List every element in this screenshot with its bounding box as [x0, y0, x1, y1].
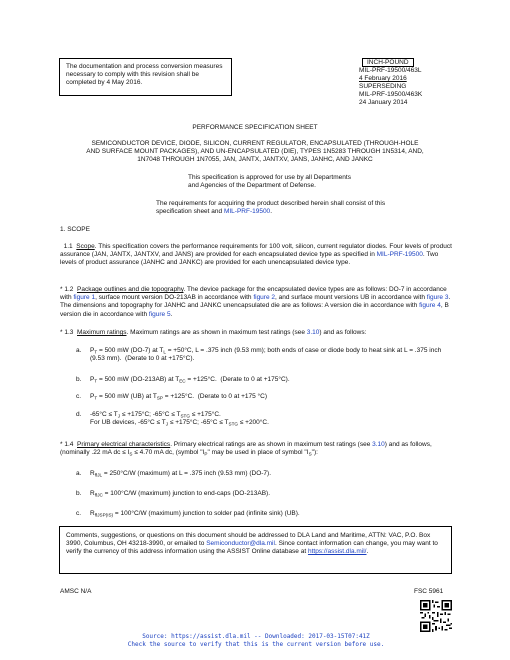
figure-1-link[interactable]: figure 1	[73, 294, 96, 302]
figure-5-link[interactable]: figure 5	[148, 310, 171, 318]
scope-heading: 1. SCOPE	[60, 226, 90, 233]
document-date: 4 February 2016	[359, 75, 407, 82]
comments-box	[59, 526, 452, 574]
section-1-2-package-outlines: * 1.2 Package outlines and die topography. The device package for the encapsulated device types are as follows: DO-7 in accordance with figure 1, surface mount version DO-213AB in accordance with figure 2, and surface mount versions UB in accordance with figure 3. The dimensions and topography for JANHC and JANKC unencapsulated die are as follows: A version die in accordance with figure 4, B version die in accordance with figure 5.	[60, 286, 451, 318]
email-link[interactable]: Semiconductor@dla.mil	[206, 540, 275, 548]
superseded-number: MIL-PRF-19500/463K	[359, 91, 423, 98]
section-1-3-maximum-ratings: * 1.3 Maximum ratings. Maximum ratings are as shown in maximum test ratings (see 3.10) and as follows:	[60, 329, 367, 336]
figure-2-link[interactable]: figure 2	[253, 294, 275, 302]
superseding-label: SUPERSEDING	[359, 83, 407, 90]
thermal-item-c: c. $R_{\theta JSP(IS)} = 100^\circ C/W$ (maximum) junction to solder pad (infinite sink) (UB).	[76, 510, 300, 518]
subject-title: SEMICONDUCTOR DEVICE, DIODE, SILICON, CURRENT REGULATOR, ENCAPSULATED (THROUGH-HOLE AND SURFACE MOUNT PACKAGES), AND UN-ENCAPSULATED (DIE), TYPES 1N5283 THROUGH 1N5314, AND, 1N7048 THROUGH 1N7055, JAN, JANTX, JANTXV, JANS, JANHC, AND JANKC	[86, 140, 424, 164]
thermal-item-b: b. $R_{\theta JC} = 100^\circ C/W$ (maximum) junction to end-caps (DO-213AB).	[76, 490, 271, 498]
revision-notice-box	[59, 58, 232, 96]
mil-prf-19500-link[interactable]: MIL-PRF-19500	[223, 208, 271, 216]
amsc-label: AMSC N/A	[60, 588, 92, 595]
figure-3-link[interactable]: figure 3	[426, 294, 449, 302]
rating-item-c: c. $P_T = 500$ mW (UB) at $T_{SP} = +125^\circ C$. (Derate to 0 at +175 °C)	[76, 393, 267, 401]
section-1-1-scope: 1.1 Scope. This specification covers the performance requirements for 100 volt, silicon, current regulator diodes. Four levels of product assurance (JAN, JANTX, JANTXV, and JANS) are provided for each encapsulated device type as specified in MIL-PRF-19500. Two levels of product assurance (JANHC and JANKC) are provided for each unencapsulated device type.	[60, 243, 452, 267]
figure-4-link[interactable]: figure 4	[419, 302, 441, 310]
acquisition-requirements: The requirements for acquiring the product described herein shall consist of this specification sheet and MIL-PRF-19500.	[156, 200, 386, 216]
section-3-10-link[interactable]: 3.10	[306, 329, 320, 336]
sheet-title: PERFORMANCE SPECIFICATION SHEET	[192, 124, 318, 131]
source-watermark	[60, 633, 452, 648]
qr-code-icon	[420, 600, 452, 632]
inch-pound-label: INCH-POUND	[362, 58, 414, 67]
section-1-4-electrical-characteristics: * 1.4 Primary electrical characteristics. Primary electrical ratings are as shown in maximum test ratings (see 3.10) and as follows, (nominally .22 mA dc ≤ $I_S \le 4.70$ mA dc, (symbol "$I_P$" may be used in place of symbol "$I_S$"):	[60, 441, 432, 457]
revision-notice-text: The documentation and process conversion measures necessary to comply with this revision shall be completed by 4 May 2016.	[66, 63, 223, 87]
rating-item-b: b. $P_T = 500$ mW (DO-213AB) at $T_{EC} = +125^\circ C$. (Derate to 0 at +175°C).	[76, 376, 290, 384]
source-line-2: Check the source to verify that this is the current version before use.	[127, 640, 385, 648]
mil-prf-19500-link-2[interactable]: MIL-PRF-19500	[376, 251, 423, 259]
document-number: MIL-PRF-19500/463L	[359, 67, 422, 74]
approval-statement: This specification is approved for use by all Departments and Agencies of the Department of Defense.	[188, 174, 351, 190]
fsc-label: FSC 5961	[414, 588, 444, 595]
source-line-1: Source: https://assist.dla.mil -- Downloaded: 2017-03-15T07:41Z	[142, 633, 370, 640]
rating-item-d: d. $-65^\circ C \le T_J \le +175^\circ C$; $-65^\circ C \le T_{STG} \le +175^\circ C$. For UB devices, $-65^\circ C \le T_J \le +175^\circ C$; $-65^\circ C \le T_{STG} \le +200^\circ C$.	[76, 411, 269, 427]
superseded-date: 24 January 2014	[359, 99, 408, 106]
thermal-item-a: a. $R_{\theta JL} = 250^\circ C/W$ (maximum) at L = .375 inch (9.53 mm) (DO-7).	[76, 470, 272, 478]
rating-item-a: a. $P_T = 500$ mW (DO-7) at $T_L = +50^\circ C$, L = .375 inch (9.53 mm); both ends of case or diode body to heat sink at L = .375 inch (9.53 mm). (Derate to 0 at +175°C).	[76, 347, 442, 363]
assist-url-link[interactable]: https://assist.dla.mil/	[307, 548, 367, 556]
comments-text: Comments, suggestions, or questions on this document should be addressed to DLA Land and Maritime, ATTN: VAC, P.O. Box 3990, Columbus, OH 43218-3990, or emailed to Semiconductor@dla.mil. Since contact information can change, you may want to verify the currency of this address information using the ASSIST Online database at https://assist.dla.mil/.	[66, 532, 438, 556]
document-id-block	[359, 58, 469, 107]
section-3-10-link-2[interactable]: 3.10	[372, 441, 385, 448]
